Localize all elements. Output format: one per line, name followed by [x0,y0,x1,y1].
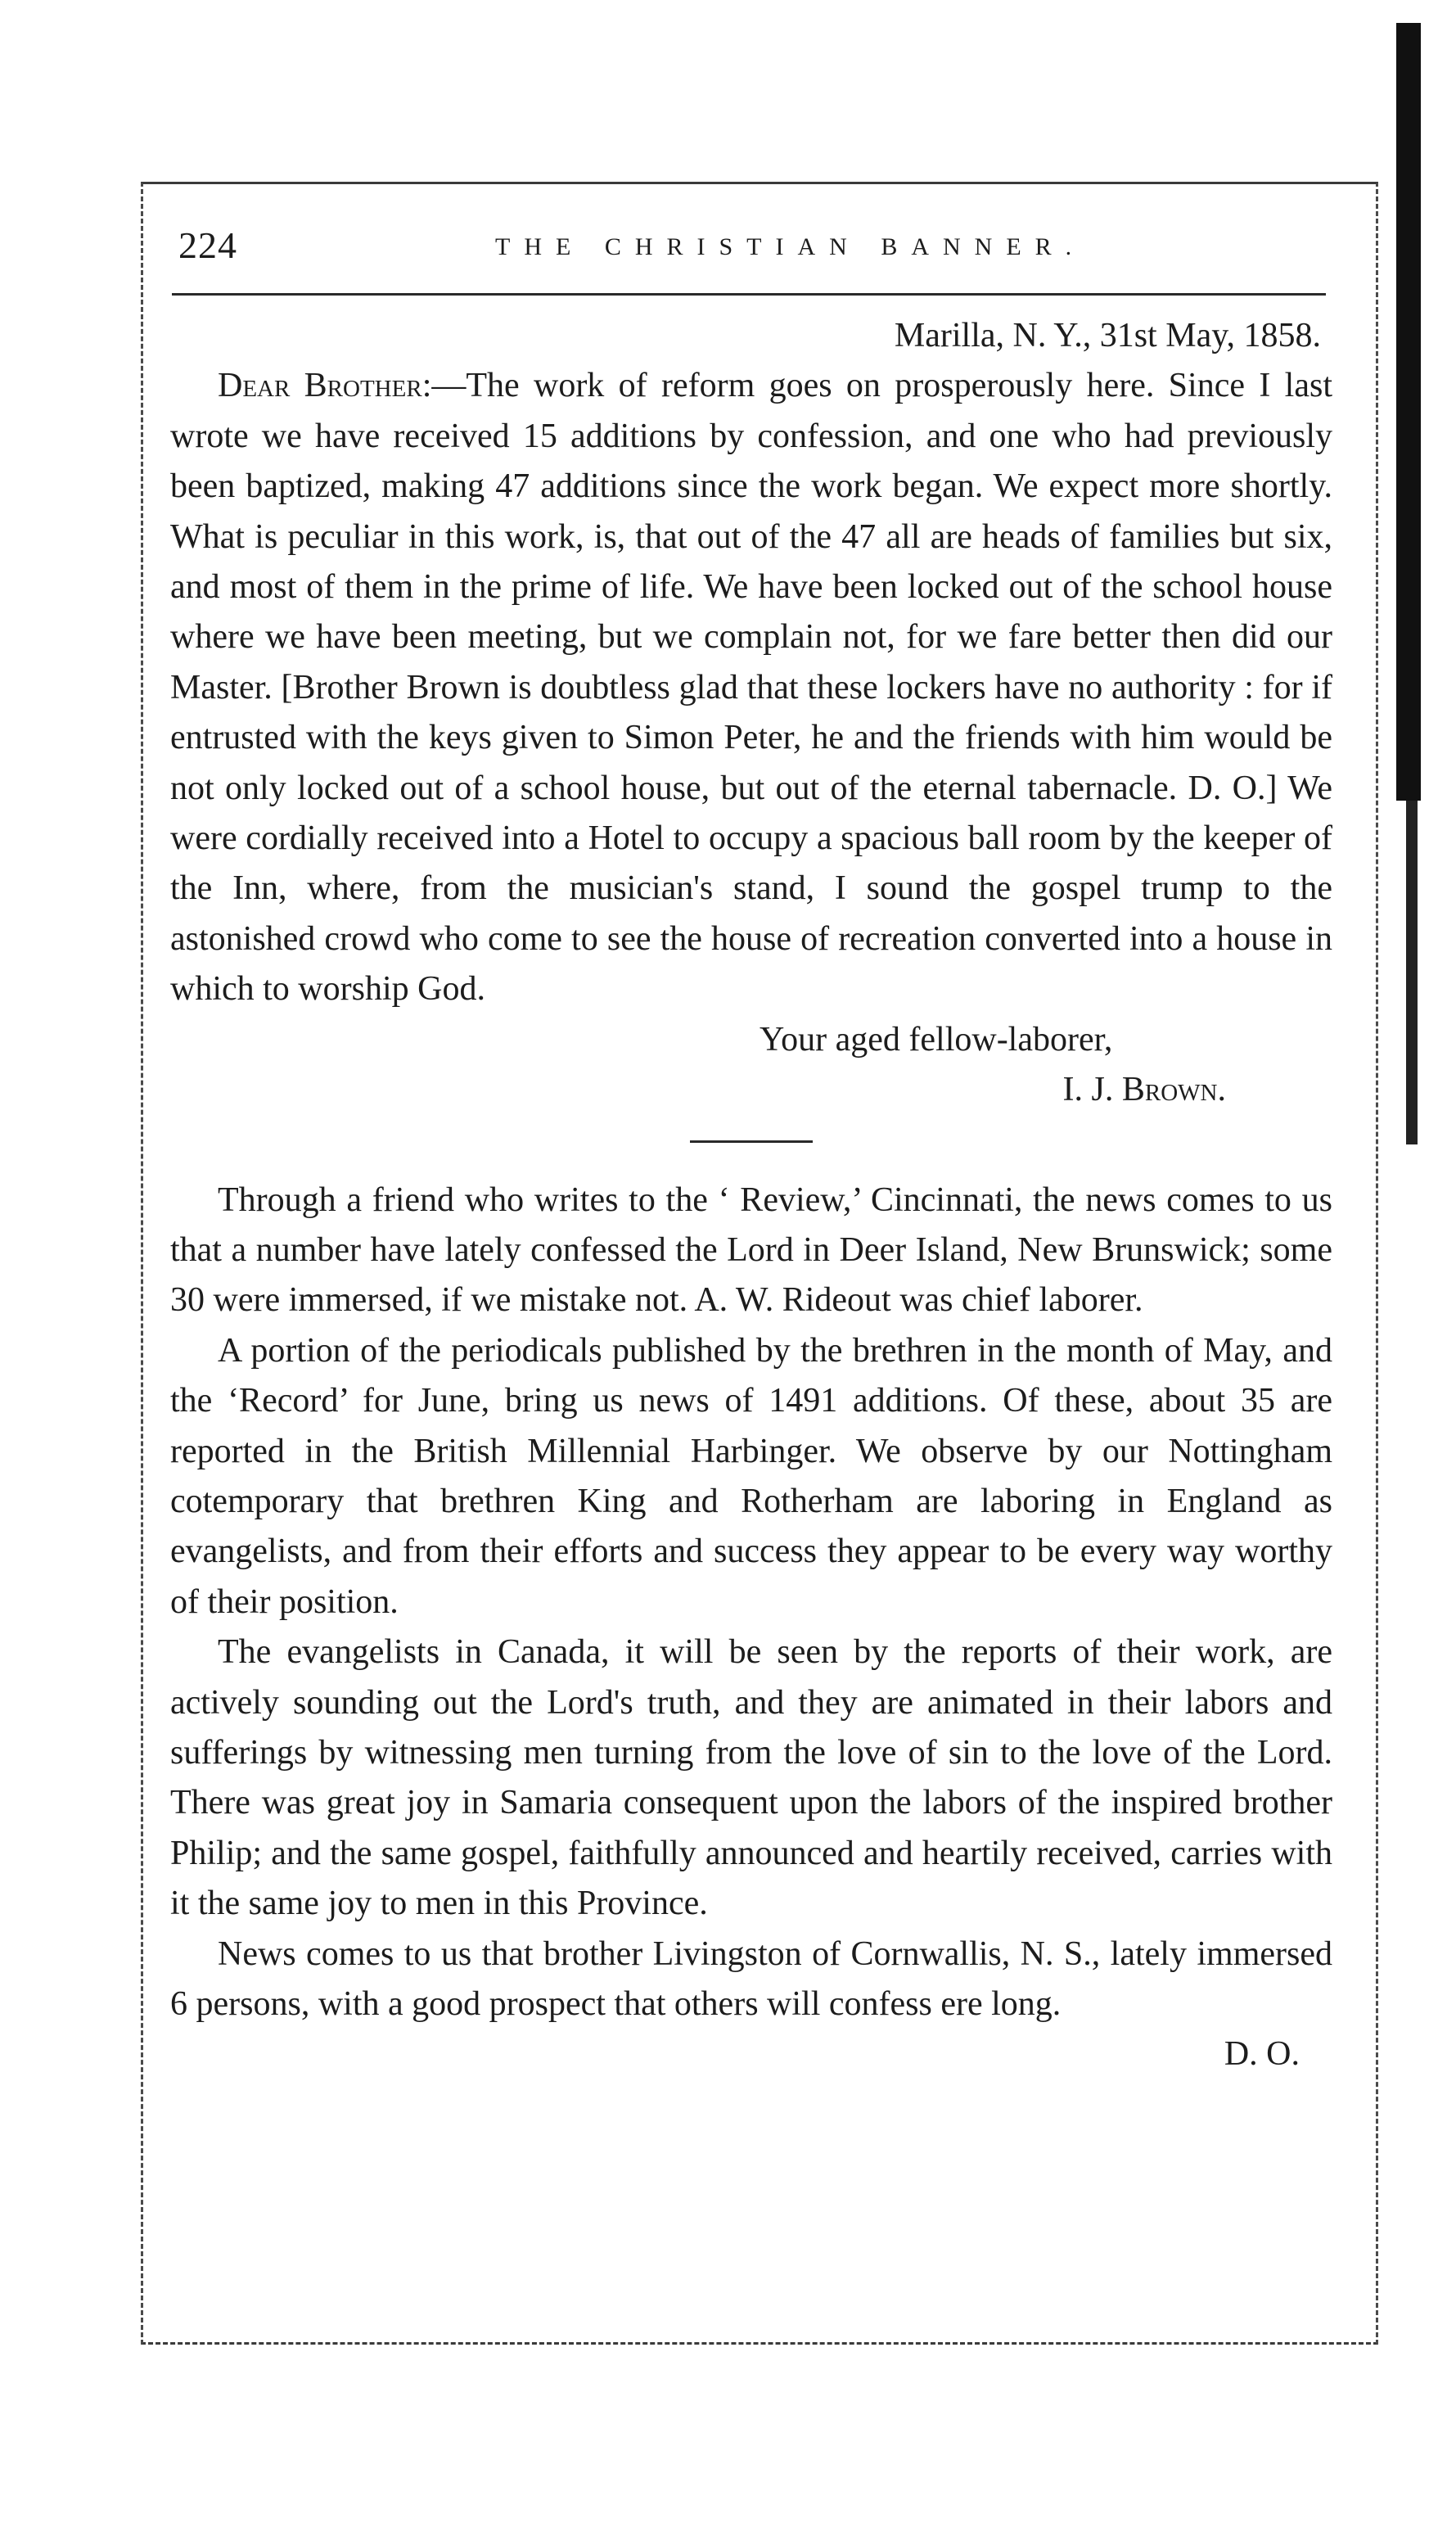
running-head [172,221,1326,278]
letter-signature [170,1065,1332,1115]
letter-body [170,361,1332,1014]
journal-title: THE CHRISTIAN BANNER. [495,233,1086,260]
letter-body-text: :—The work of reform goes on prosperously here. Since I last wrote we have received 15 additions by confession, and one who had previously been baptized, making 47 additions since the work began. We expect more shortly. What is peculiar in this work, is, that out of the 47 all are heads of families but six, and most of them in the prime of life. We have been locked out of the school house where we have been meeting, but we complain not, for we fare better then did our Master. [Brother Brown is doubtless glad that these lockers have no authority : for if entrusted with the keys given to Simon Peter, he and the friends with him would be not only locked out of a school house, but out of the eternal tabernacle. D. O.] We were cordially received into a Hotel to occupy a spacious ball room by the keeper of the Inn, where, from the musician's stand, I sound the gospel trump to the astonished crowd who come to see the house of recreation converted into a house in which to worship God. [170,367,1332,1009]
page-number: 224 [178,224,237,266]
news-paragraph-canada: The evangelists in Canada, it will be seen by the reports of their work, are actively sounding out the Lord's truth, and they are animated in their labors and sufferings by witnessing men turning from the love of sin to the love of the Lord. There was great joy in Samaria consequent upon the labors of the inspired brother Philip; and the same gospel, faithfully announced and heartily received, carries with it the same joy to men in this Province. [170,1633,1332,1923]
header-rule [172,293,1326,296]
section-divider [690,1140,813,1143]
page-content [170,311,1332,2080]
news-paragraph-deer-island: Through a friend who writes to the ‘ Review,’ Cincinnati, the news comes to us that a number have lately confessed the Lord in Deer Island, New Brunswick; some 30 were immersed, if we mistake not. A. W. Rideout was chief laborer. [170,1180,1332,1320]
letter-salutation: Dear Brother [218,367,422,405]
news-paragraph-periodicals: A portion of the periodicals published by the brethren in the month of May, and the ‘Record’ for June, bring us news of 1491 additions. Of these, about 35 are reported in the British Millennial Harbinger. We observe by our Nottingham cotemporary that brethren King and Rotherham are laboring in England as evangelists, and from their efforts and success they appear to be every way worthy of their position. [170,1331,1332,1621]
binding-edge [1396,23,1421,801]
news-paragraph-cornwallis: News comes to us that brother Livingston of Cornwallis, N. S., lately immersed 6 persons, with a good prospect that others will confess ere long. [170,1934,1332,2023]
letter-dateline: Marilla, N. Y., 31st May, 1858. [894,317,1321,354]
letter-closing: Your aged fellow-laborer, [760,1020,1113,1059]
binding-edge-lower [1406,801,1418,1144]
signature-name: Brown. [1121,1071,1226,1109]
notes-signature: D. O. [1224,2035,1300,2074]
signature-initials: I. J. [1062,1071,1114,1109]
